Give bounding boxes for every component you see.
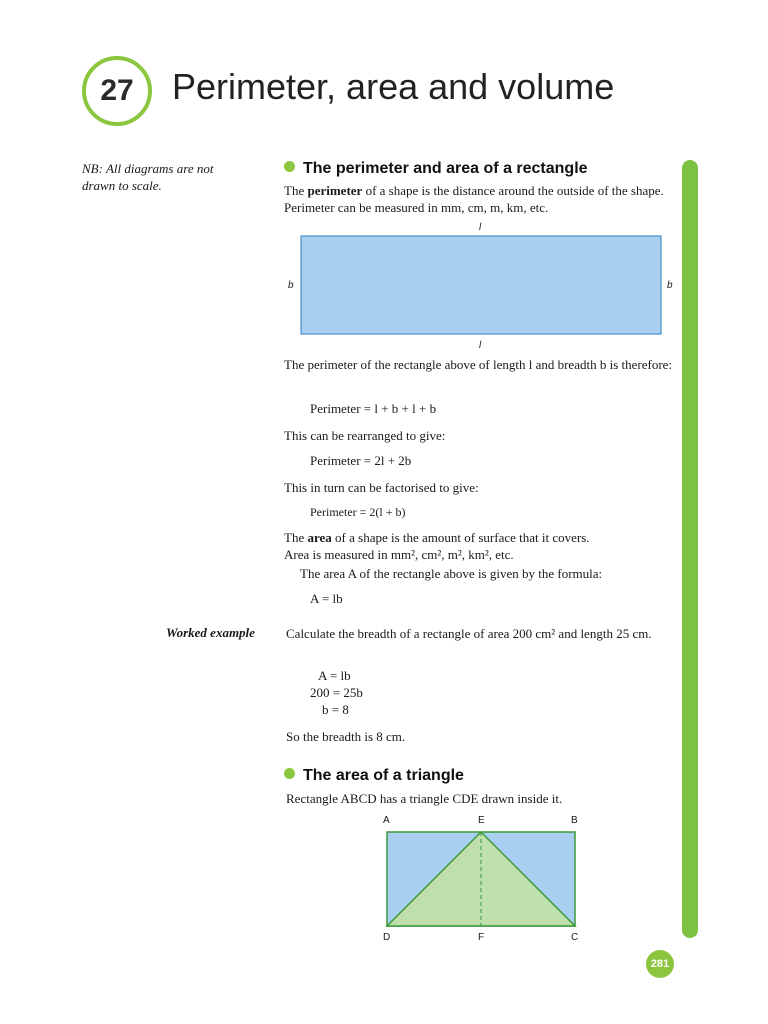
- page-number: 281: [650, 958, 670, 970]
- rearrange-para: This can be rearranged to give:: [284, 428, 446, 443]
- triangle-intro: Rectangle ABCD has a triangle CDE drawn inside it.: [286, 791, 563, 806]
- vertex-label-a: A: [383, 815, 390, 826]
- worked-example-label: Worked example: [166, 625, 255, 640]
- area-units: Area is measured in mm², cm², m², km², etc.: [284, 547, 514, 562]
- vertex-label-f: F: [478, 932, 485, 943]
- vertex-label-d: D: [383, 932, 391, 943]
- section-heading-rectangle: The perimeter and area of a rectangle: [284, 160, 588, 178]
- perimeter-para: The perimeter of the rectangle above of length l and breadth b is therefore:: [284, 357, 673, 372]
- worked-line-3: b = 8: [322, 702, 349, 717]
- worked-answer: So the breadth is 8 cm.: [286, 729, 406, 744]
- equation-perimeter-2l2b: Perimeter = 2l + 2b: [310, 453, 412, 468]
- worked-line-1: A = lb: [318, 668, 351, 683]
- rect-label-right: b: [667, 280, 673, 291]
- equation-area: A = lb: [310, 591, 343, 606]
- worked-line-2: 200 = 25b: [310, 685, 363, 700]
- perimeter-definition: The perimeter of a shape is the distance around the outside of the shape. Perimeter can be measured in mm, cm, m, km, etc.: [284, 183, 664, 215]
- rectangle-shape: [301, 236, 661, 334]
- equation-perimeter-sum: Perimeter = l + b + l + b: [310, 401, 437, 416]
- worked-example-question: Calculate the breadth of a rectangle of area 200 cm² and length 25 cm.: [286, 626, 652, 641]
- rect-label-left: b: [288, 280, 294, 291]
- vertex-label-e: E: [478, 815, 485, 826]
- page-number-badge: [646, 950, 674, 978]
- bullet-icon: [284, 768, 295, 779]
- area-formula-intro: The area A of the rectangle above is given by the formula:: [300, 566, 603, 581]
- area-definition: The area of a shape is the amount of surface that it covers.: [284, 530, 590, 545]
- equation-perimeter-factorised: Perimeter = 2(l + b): [310, 505, 406, 519]
- section-heading-triangle: The area of a triangle: [284, 767, 464, 785]
- chapter-number: 27: [100, 74, 134, 107]
- chapter-title: Perimeter, area and volume: [172, 66, 615, 107]
- rect-label-bottom: l: [479, 340, 482, 351]
- factorise-para: This in turn can be factorised to give:: [284, 480, 479, 495]
- vertex-label-b: B: [571, 815, 578, 826]
- bullet-icon: [284, 161, 295, 172]
- rectangle-diagram: [280, 220, 680, 355]
- section-sidebar-bar: [682, 160, 698, 938]
- rect-label-top: l: [479, 222, 482, 233]
- scale-note: NB: All diagrams are not drawn to scale.: [82, 161, 214, 193]
- chapter-number-badge: [82, 56, 152, 126]
- triangle-diagram: [380, 825, 585, 935]
- vertex-label-c: C: [571, 932, 579, 943]
